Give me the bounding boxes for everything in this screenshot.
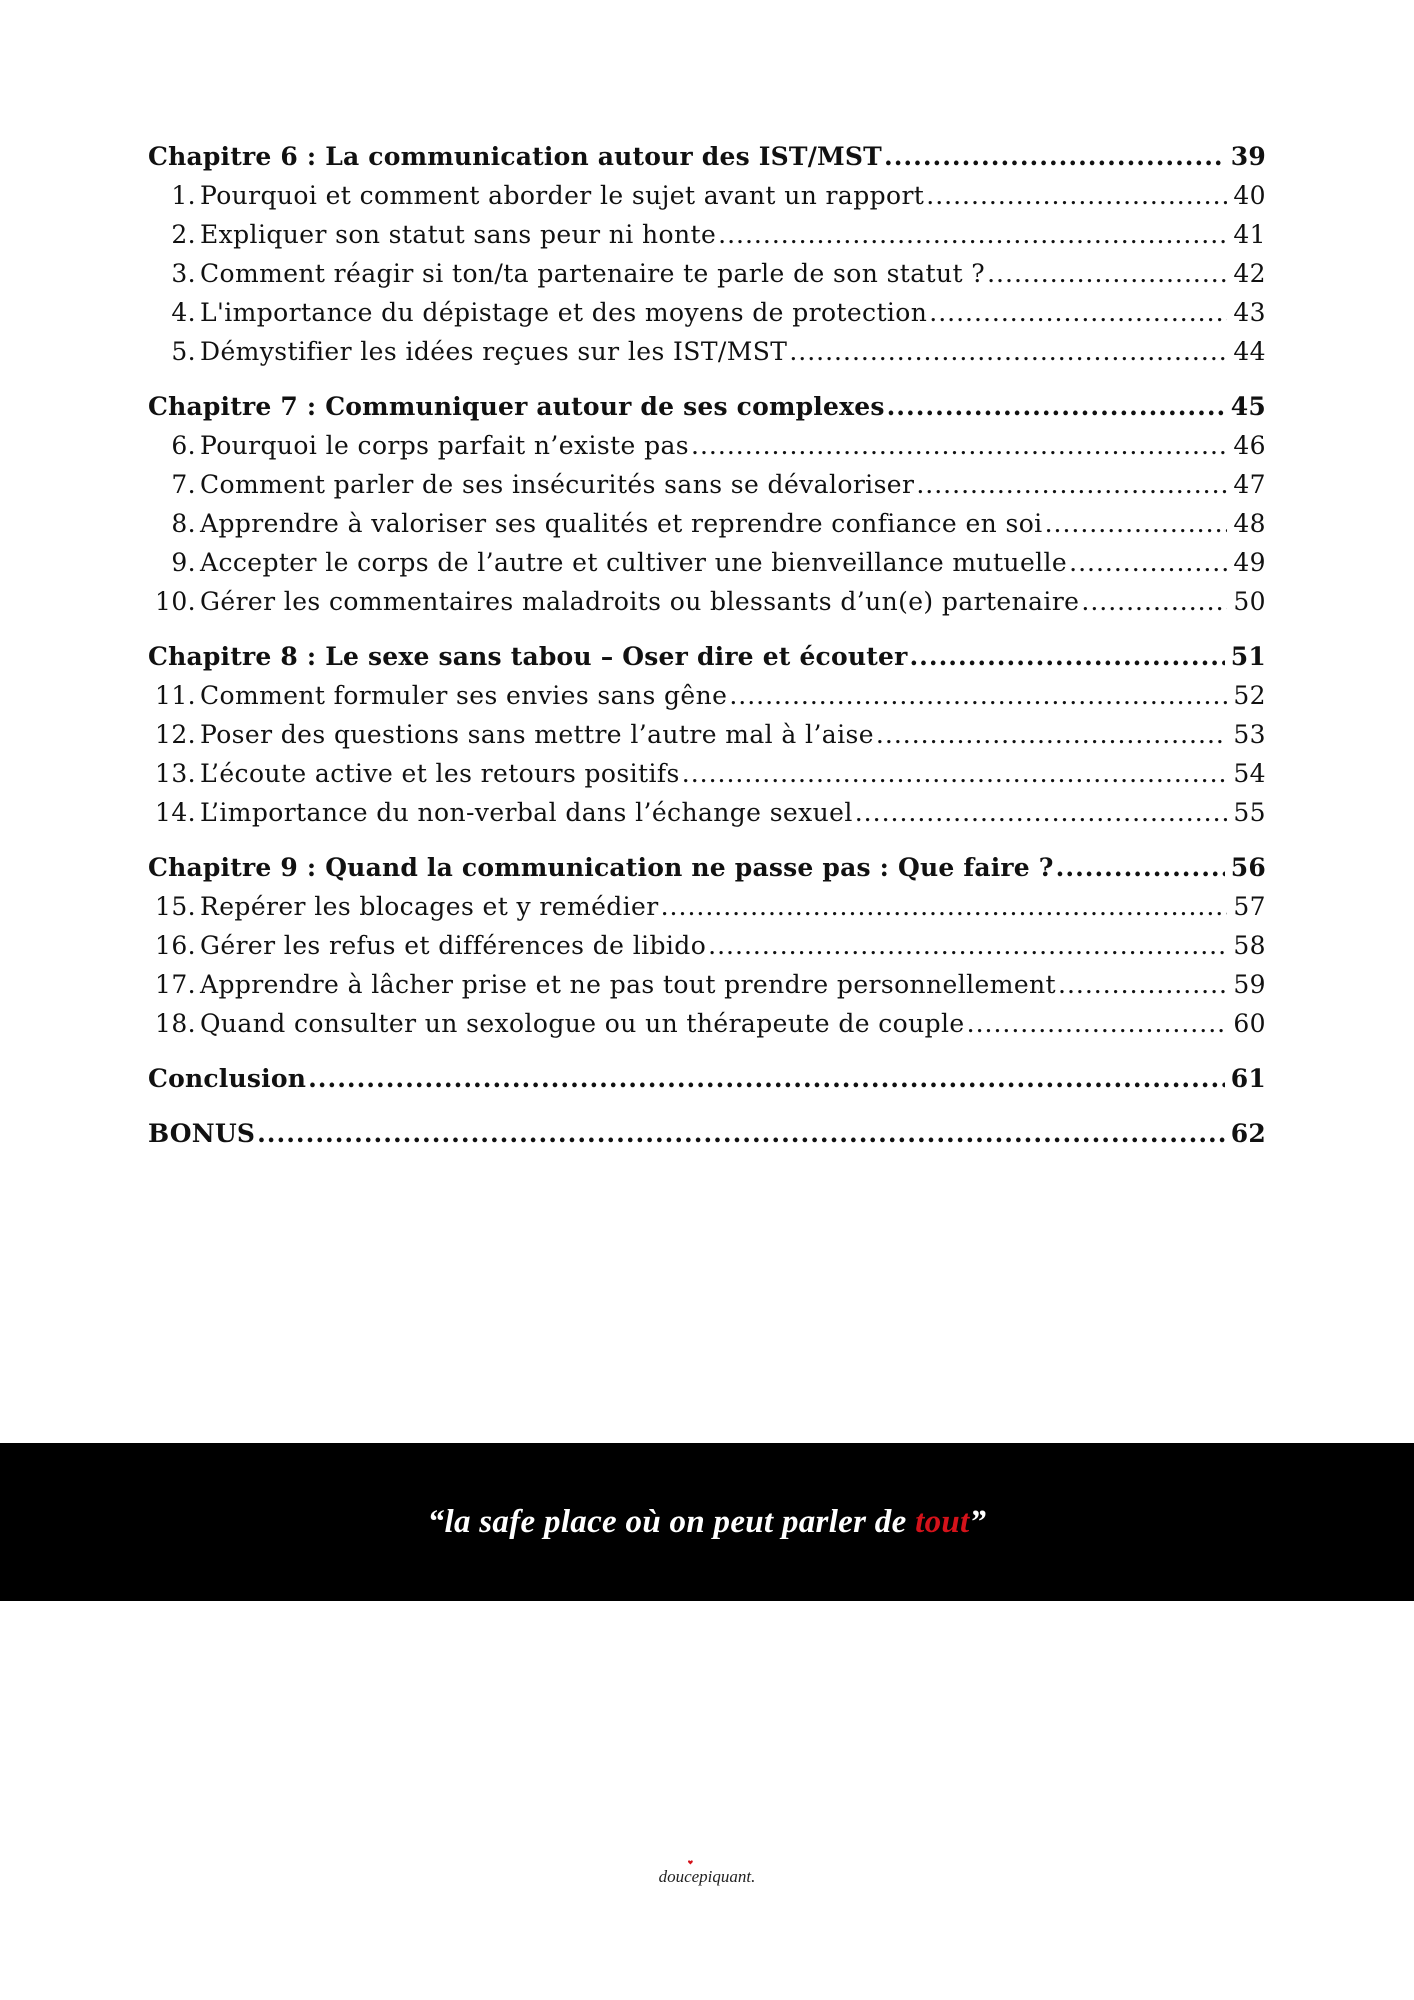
page-number: 59 bbox=[1233, 970, 1266, 999]
page-number: 54 bbox=[1233, 759, 1266, 788]
entry-title: Pourquoi et comment aborder le sujet avant un rapport bbox=[200, 181, 925, 210]
quote-closing-mark: ” bbox=[969, 1503, 987, 1540]
page-number: 56 bbox=[1230, 853, 1266, 882]
dot-leader bbox=[916, 470, 1227, 499]
chapter-title: Chapitre 6 : La communication autour des IST/MST bbox=[148, 142, 882, 171]
page-number: 51 bbox=[1230, 642, 1266, 671]
page-number: 41 bbox=[1233, 220, 1266, 249]
entry-title: Comment formuler ses envies sans gêne bbox=[200, 681, 728, 710]
dot-leader bbox=[308, 1064, 1225, 1093]
chapter-6 bbox=[148, 142, 1266, 376]
chapter-heading[interactable] bbox=[148, 392, 1266, 431]
entry-number: 16. bbox=[155, 931, 196, 960]
page-number: 43 bbox=[1233, 298, 1266, 327]
quote-text: “la safe place où on peut parler de bbox=[427, 1503, 916, 1540]
toc-entry[interactable] bbox=[148, 759, 1266, 798]
page-number: 49 bbox=[1233, 548, 1266, 577]
entry-title: Gérer les commentaires maladroits ou blessants d’un(e) partenaire bbox=[200, 587, 1080, 616]
entry-number: 4. bbox=[171, 298, 196, 327]
entry-number: 1. bbox=[171, 181, 196, 210]
page-number: 45 bbox=[1230, 392, 1266, 421]
entry-number: 5. bbox=[171, 337, 196, 366]
entry-number: 3. bbox=[171, 259, 196, 288]
page-number: 40 bbox=[1233, 181, 1266, 210]
page-number: 42 bbox=[1233, 259, 1266, 288]
entry-number: 14. bbox=[155, 798, 196, 827]
page-number: 44 bbox=[1233, 337, 1266, 366]
entry-title: Poser des questions sans mettre l’autre mal à l’aise bbox=[200, 720, 874, 749]
dot-leader bbox=[691, 431, 1227, 460]
dot-leader bbox=[257, 1119, 1225, 1148]
dot-leader bbox=[729, 681, 1227, 710]
entry-number: 8. bbox=[171, 509, 196, 538]
entry-title: Expliquer son statut sans peur ni honte bbox=[200, 220, 717, 249]
toc-entry[interactable] bbox=[148, 1009, 1266, 1048]
toc-entry[interactable] bbox=[148, 587, 1266, 626]
dot-leader bbox=[708, 931, 1227, 960]
dot-leader bbox=[1081, 587, 1227, 616]
entry-number: 6. bbox=[171, 431, 196, 460]
toc-entry[interactable] bbox=[148, 720, 1266, 759]
toc-entry[interactable] bbox=[148, 681, 1266, 720]
entry-number: 2. bbox=[171, 220, 196, 249]
chapter-9 bbox=[148, 853, 1266, 1048]
page-number: 50 bbox=[1233, 587, 1266, 616]
dot-leader bbox=[718, 220, 1227, 249]
conclusion-entry[interactable] bbox=[148, 1064, 1266, 1103]
dot-leader bbox=[909, 642, 1224, 671]
entry-title: Gérer les refus et différences de libido bbox=[200, 931, 707, 960]
quote-accent-word: tout bbox=[915, 1503, 970, 1540]
conclusion-title: Conclusion bbox=[148, 1064, 307, 1093]
toc-entry[interactable] bbox=[148, 931, 1266, 970]
dot-leader bbox=[1056, 853, 1225, 882]
entry-number: 10. bbox=[155, 587, 196, 616]
dot-leader bbox=[876, 720, 1227, 749]
table-of-contents bbox=[148, 142, 1266, 1158]
toc-entry[interactable] bbox=[148, 548, 1266, 587]
entry-title: Quand consulter un sexologue ou un thérapeute de couple bbox=[200, 1009, 965, 1038]
entry-number: 13. bbox=[155, 759, 196, 788]
page-number: 53 bbox=[1233, 720, 1266, 749]
chapter-title: Chapitre 9 : Quand la communication ne passe pas : Que faire ? bbox=[148, 853, 1054, 882]
entry-number: 15. bbox=[155, 892, 196, 921]
page-number: 39 bbox=[1230, 142, 1266, 171]
dot-leader bbox=[887, 392, 1225, 421]
svg-text:doucepiquant.: doucepiquant. bbox=[658, 1867, 756, 1886]
entry-title: Repérer les blocages et y remédier bbox=[200, 892, 659, 921]
entry-title: Démystifier les idées reçues sur les IST/MST bbox=[200, 337, 788, 366]
entry-title: L’importance du non-verbal dans l’échange sexuel bbox=[200, 798, 853, 827]
chapter-title: Chapitre 7 : Communiquer autour de ses complexes bbox=[148, 392, 885, 421]
chapter-heading[interactable] bbox=[148, 142, 1266, 181]
page-number: 57 bbox=[1233, 892, 1266, 921]
entry-title: Apprendre à valoriser ses qualités et reprendre confiance en soi bbox=[200, 509, 1043, 538]
brand-logo bbox=[0, 1860, 1414, 1898]
page-number: 61 bbox=[1230, 1064, 1266, 1093]
toc-entry[interactable] bbox=[148, 181, 1266, 220]
toc-entry[interactable] bbox=[148, 509, 1266, 548]
page-number: 60 bbox=[1233, 1009, 1266, 1038]
entry-number: 17. bbox=[155, 970, 196, 999]
toc-entry[interactable] bbox=[148, 220, 1266, 259]
page-number: 47 bbox=[1233, 470, 1266, 499]
chapter-heading[interactable] bbox=[148, 642, 1266, 681]
dot-leader bbox=[682, 759, 1228, 788]
dot-leader bbox=[855, 798, 1228, 827]
chapter-8 bbox=[148, 642, 1266, 837]
entry-title: Comment réagir si ton/ta partenaire te parle de son statut ? bbox=[200, 259, 986, 288]
chapter-title: Chapitre 8 : Le sexe sans tabou – Oser dire et écouter bbox=[148, 642, 908, 671]
entry-number: 9. bbox=[171, 548, 196, 577]
bonus-entry[interactable] bbox=[148, 1119, 1266, 1158]
dot-leader bbox=[967, 1009, 1228, 1038]
toc-entry[interactable] bbox=[148, 298, 1266, 337]
entry-title: Comment parler de ses insécurités sans se dévaloriser bbox=[200, 470, 915, 499]
quote-banner bbox=[0, 1443, 1414, 1601]
entry-title: L’écoute active et les retours positifs bbox=[200, 759, 680, 788]
chapter-7 bbox=[148, 392, 1266, 626]
banner-quote bbox=[428, 1504, 987, 1541]
toc-entry[interactable] bbox=[148, 259, 1266, 298]
dot-leader bbox=[1069, 548, 1227, 577]
toc-entry[interactable] bbox=[148, 892, 1266, 931]
dot-leader bbox=[1058, 970, 1227, 999]
page-number: 52 bbox=[1233, 681, 1266, 710]
dot-leader bbox=[987, 259, 1227, 288]
entry-title: L'importance du dépistage et des moyens de protection bbox=[200, 298, 928, 327]
toc-entry[interactable] bbox=[148, 970, 1266, 1009]
page-number: 48 bbox=[1233, 509, 1266, 538]
dot-leader bbox=[789, 337, 1227, 366]
entry-title: Apprendre à lâcher prise et ne pas tout prendre personnellement bbox=[200, 970, 1056, 999]
entry-title: Accepter le corps de l’autre et cultiver une bienveillance mutuelle bbox=[200, 548, 1068, 577]
entry-number: 18. bbox=[155, 1009, 196, 1038]
bonus-title: BONUS bbox=[148, 1119, 256, 1148]
entry-number: 11. bbox=[155, 681, 196, 710]
toc-entry[interactable] bbox=[148, 470, 1266, 509]
page-number: 46 bbox=[1233, 431, 1266, 460]
brand-logo-wordmark bbox=[642, 1860, 772, 1894]
page-number: 62 bbox=[1230, 1119, 1266, 1148]
entry-number: 7. bbox=[171, 470, 196, 499]
page-number: 58 bbox=[1233, 931, 1266, 960]
toc-entry[interactable] bbox=[148, 337, 1266, 376]
dot-leader bbox=[926, 181, 1227, 210]
dot-leader bbox=[929, 298, 1227, 327]
dot-leader bbox=[661, 892, 1228, 921]
entry-number: 12. bbox=[155, 720, 196, 749]
entry-title: Pourquoi le corps parfait n’existe pas bbox=[200, 431, 690, 460]
dot-leader bbox=[884, 142, 1225, 171]
toc-entry[interactable] bbox=[148, 798, 1266, 837]
dot-leader bbox=[1045, 509, 1228, 538]
page-number: 55 bbox=[1233, 798, 1266, 827]
chapter-heading[interactable] bbox=[148, 853, 1266, 892]
toc-entry[interactable] bbox=[148, 431, 1266, 470]
